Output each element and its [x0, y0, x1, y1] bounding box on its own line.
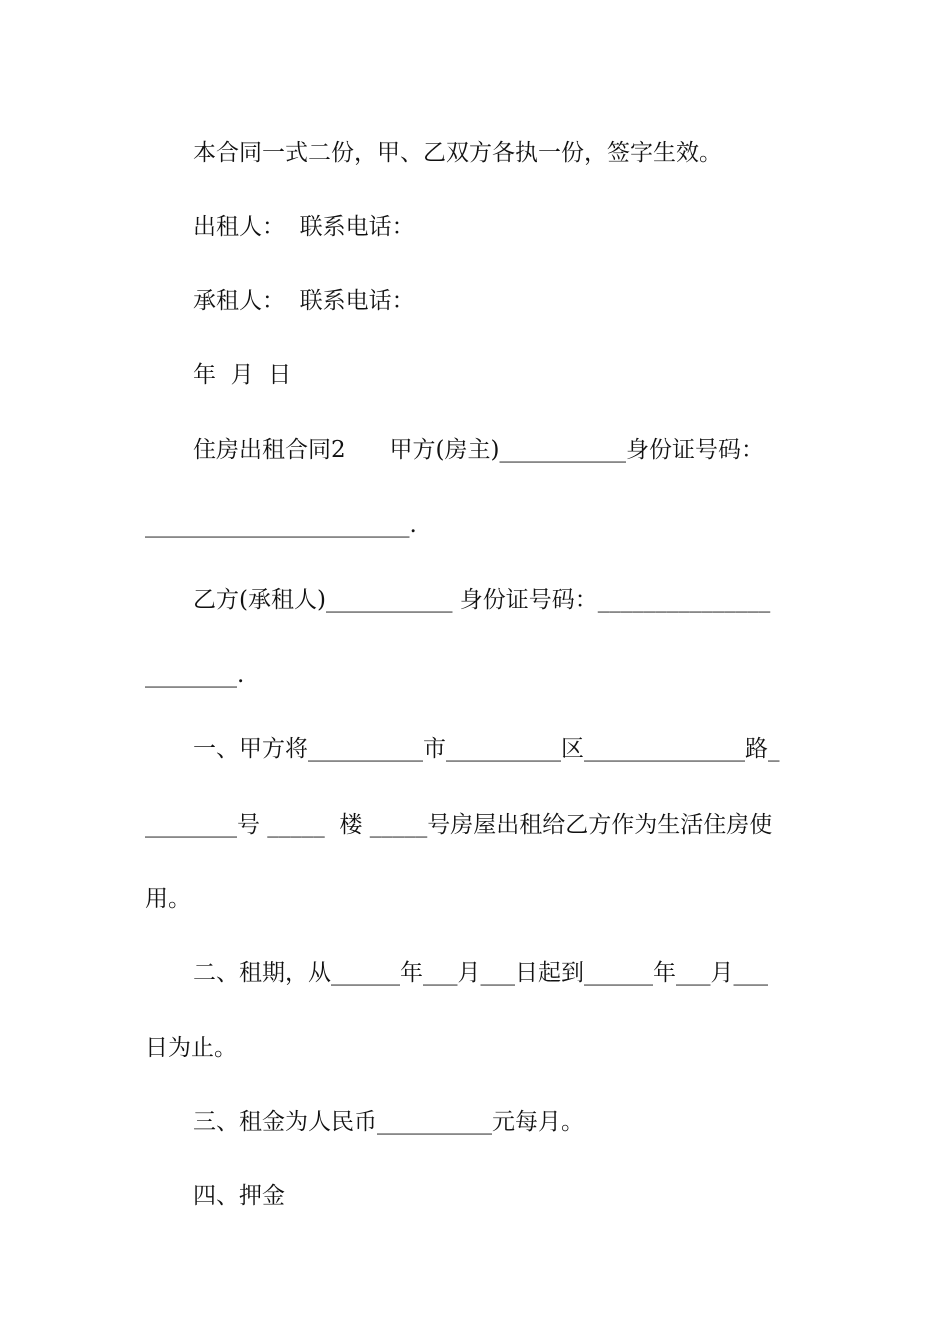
paragraph-clause-2-term: 二、租期，从______年___月___日起到______年___月___ — [193, 960, 768, 986]
paragraph-clause-1-end: 用。 — [145, 886, 191, 912]
paragraph-party-b-id-blank: ________. — [145, 662, 245, 688]
paragraph-party-a-id-blank: _______________________. — [145, 512, 417, 538]
paragraph-lessee-contact: 承租人： 联系电话： — [193, 288, 415, 314]
paragraph-copies-clause: 本合同一式二份，甲、乙双方各执一份，签字生效。 — [193, 140, 722, 166]
paragraph-clause-1-address: 一、甲方将__________市__________区______________路_ — [193, 736, 780, 762]
paragraph-lessor-contact: 出租人： 联系电话： — [193, 214, 415, 240]
paragraph-party-b: 乙方(承租人)___________ 身份证号码：_______________ — [193, 587, 771, 613]
paragraph-date: 年 月 日 — [193, 362, 292, 388]
paragraph-clause-3-rent: 三、租金为人民币__________元每月。 — [193, 1109, 584, 1135]
paragraph-clause-2-end: 日为止。 — [145, 1035, 237, 1061]
paragraph-clause-1-house: ________号 _____ 楼 _____号房屋出租给乙方作为生活住房使 — [145, 812, 773, 838]
paragraph-clause-4-deposit: 四、押金 — [193, 1183, 285, 1209]
paragraph-contract-title-party-a: 住房出租合同2 甲方(房主)___________身份证号码： — [193, 437, 764, 463]
